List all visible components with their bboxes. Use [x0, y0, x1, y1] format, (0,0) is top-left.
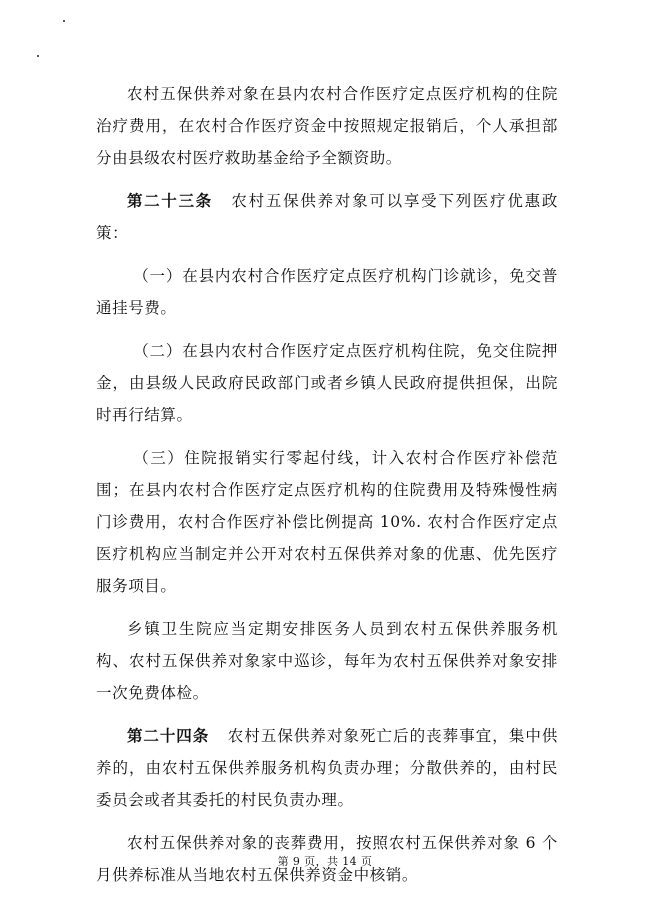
list-item [96, 335, 558, 431]
page-footer [0, 853, 650, 869]
paragraph-text: （一）在县内农村合作医疗定点医疗机构门诊就诊，免交普通挂号费。 [96, 267, 558, 317]
page-number-label: 第 9 页，共 14 页 [277, 855, 373, 868]
document-body [96, 78, 558, 902]
paragraph-text: （二）在县内农村合作医疗定点医疗机构住院，免交住院押金，由县级人民政府民政部门或者乡镇人民政府提供担保，出院时再行结算。 [96, 342, 558, 424]
article-paragraph [96, 720, 558, 816]
scan-speck [37, 55, 39, 57]
paragraph-text: 农村五保供养对象在县内农村合作医疗定点医疗机构的住院治疗费用，在农村合作医疗资金中按照规定报销后，个人承担部分由县级农村医疗救助基金给予全额资助。 [96, 85, 558, 167]
article-paragraph [96, 185, 558, 249]
paragraph [96, 78, 558, 174]
paragraph-text: 农村五保供养对象死亡后的丧葬事宜，集中供养的，由农村五保供养服务机构负责办理；分散供养的，由村民委员会或者其委托的村民负责办理。 [96, 727, 558, 809]
paragraph-text: 农村五保供养对象的丧葬费用，按照农村五保供养对象 6 个月供养标准从当地农村五保供养资金中核销。 [96, 834, 558, 884]
scan-speck [63, 20, 65, 22]
paragraph-text: 农村五保供养对象可以享受下列医疗优惠政策： [96, 192, 558, 242]
list-item [96, 260, 558, 324]
paragraph-text: （三）住院报销实行零起付线，计入农村合作医疗补偿范围；在县内农村合作医疗定点医疗机构的住院费用及特殊慢性病门诊费用，农村合作医疗补偿比例提高 10%. 农村合作医疗定点医疗机构应当制定并公开对农村五保供养对象的优惠、优先医疗服务项目。 [96, 449, 558, 595]
article-number: 第二十四条 [127, 727, 210, 745]
paragraph [96, 613, 558, 709]
paragraph-text: 乡镇卫生院应当定期安排医务人员到农村五保供养服务机构、农村五保供养对象家中巡诊，每年为农村五保供养对象安排一次免费体检。 [96, 620, 558, 702]
list-item [96, 442, 558, 602]
article-number: 第二十三条 [127, 192, 213, 210]
